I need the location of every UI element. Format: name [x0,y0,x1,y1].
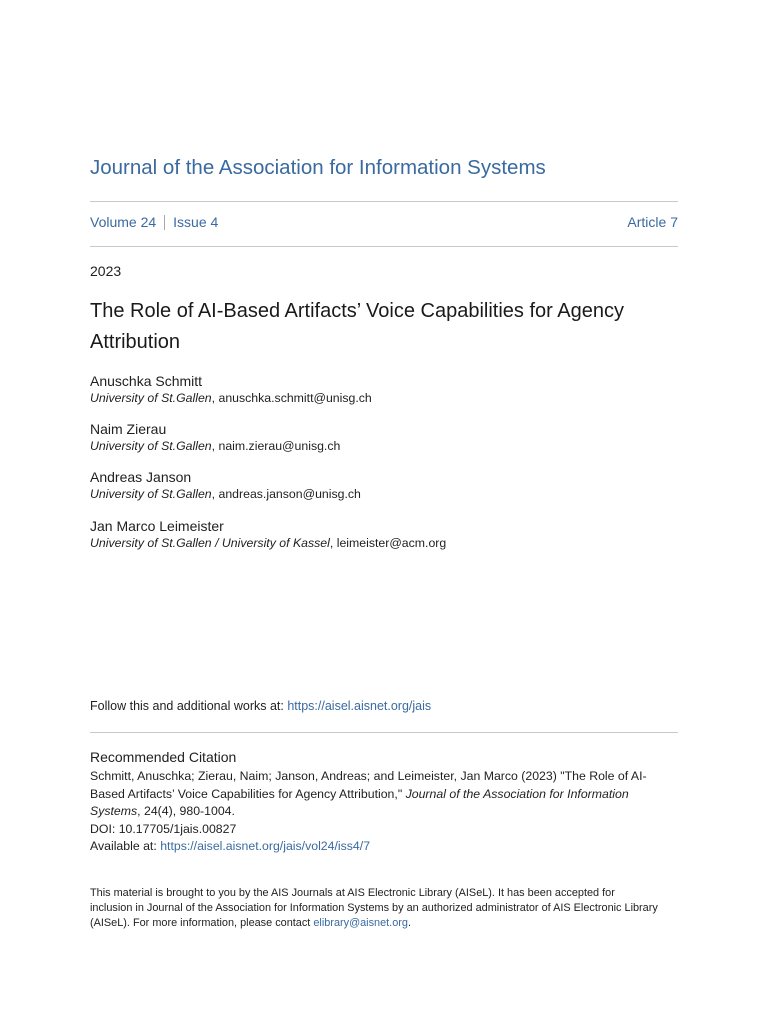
follow-text: Follow this and additional works at: [90,699,288,713]
author-name: Anuschka Schmitt [90,373,203,389]
divider [90,732,678,733]
volume-issue-bar [90,214,678,230]
footer-text: This material is brought to you by the AIS Journals at AIS Electronic Library (AISeL). It has been accepted for inclusion in Journal of the Association for Information Systems by an authorized administrator of AIS Electronic Library (AISeL). For more information, please contact [90,887,658,929]
affiliation-text: University of St.Gallen [90,487,212,501]
author-name: Naim Zierau [90,421,167,437]
author-block [90,468,678,503]
citation-text [90,768,670,856]
separator [164,215,165,230]
volume-link[interactable]: Volume 24 [90,214,157,230]
author-name: Jan Marco Leimeister [90,518,224,534]
issue-link[interactable]: Issue 4 [173,214,219,230]
follow-link[interactable]: https://aisel.aisnet.org/jais [287,699,432,713]
journal-title[interactable] [90,156,546,180]
author-name: Andreas Janson [90,469,192,485]
author-block [90,517,678,552]
citation-journal: Journal of the Association for Information Systems [90,786,629,818]
author-email: , andreas.janson@unisg.ch [211,487,361,501]
follow-line [90,699,431,713]
author-affiliation [90,535,678,552]
citation-doi: DOI: 10.17705/1jais.00827 [90,821,237,836]
affiliation-text: University of St.Gallen [90,439,212,453]
available-link[interactable]: https://aisel.aisnet.org/jais/vol24/iss4/7 [160,839,371,853]
author-affiliation [90,390,678,407]
divider [90,246,678,247]
divider [90,201,678,202]
author-email: , anuschka.schmitt@unisg.ch [211,391,372,405]
article-link[interactable]: Article 7 [627,214,678,230]
affiliation-text: University of St.Gallen / University of Kassel [90,536,330,550]
recommended-citation-heading: Recommended Citation [90,749,237,765]
citation-volume-pages: , 24(4), 980-1004. [137,804,235,818]
available-label: Available at: [90,839,161,853]
author-block [90,420,678,455]
author-email: , leimeister@acm.org [329,536,447,550]
author-affiliation [90,486,678,503]
affiliation-text: University of St.Gallen [90,391,212,405]
journal-title-link[interactable]: Journal of the Association for Information Systems [90,156,546,179]
publication-year: 2023 [90,263,122,279]
author-email: , naim.zierau@unisg.ch [211,439,341,453]
contact-email-link[interactable]: elibrary@aisnet.org [313,917,408,929]
citation-body: Schmitt, Anuschka; Zierau, Naim; Janson, Andreas; and Leimeister, Jan Marco (2023) "The Role of AI-Based Artifacts’ Voice Capabilities for Agency Attribution," [90,769,647,801]
author-block [90,372,678,407]
footer-end: . [407,917,411,929]
author-affiliation [90,438,678,455]
paper-title: The Role of AI-Based Artifacts’ Voice Capabilities for Agency Attribution [90,300,624,353]
footer-note [90,886,660,931]
